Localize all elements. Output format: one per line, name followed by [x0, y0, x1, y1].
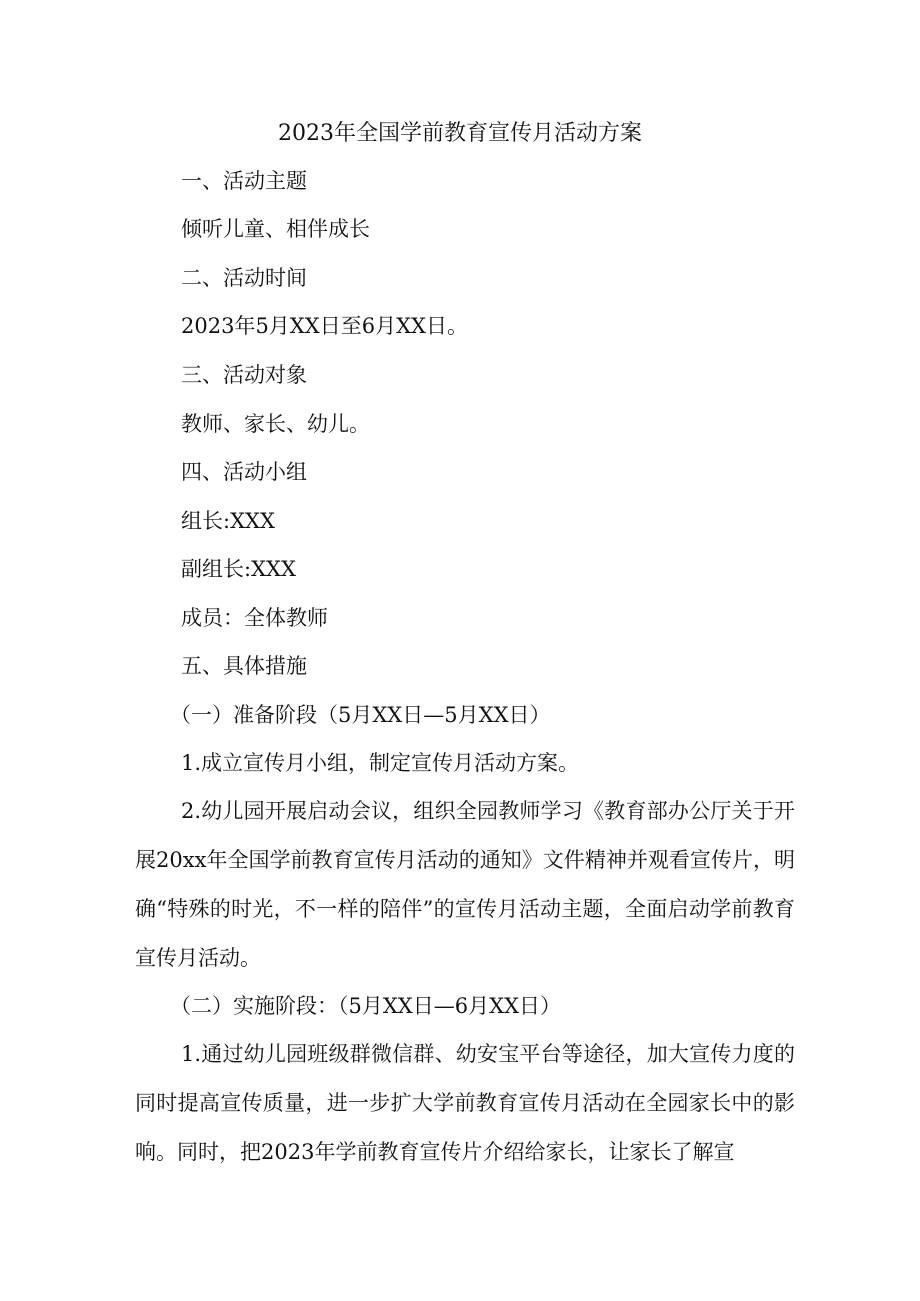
section-heading-audience: 三、活动对象 [181, 363, 307, 387]
group-members: 成员：全体教师 [181, 606, 328, 630]
theme-text: 倾听儿童、相伴成长 [181, 217, 370, 241]
section-heading-theme: 一、活动主题 [181, 169, 307, 193]
group-leader: 组长:XXX [181, 509, 275, 533]
section-heading-measures: 五、具体措施 [181, 654, 307, 678]
group-deputy-leader: 副组长:XXX [181, 557, 296, 581]
time-text: 2023年5月XX日至6月XX日。 [181, 314, 468, 338]
implement-item-1-paragraph: 1.通过幼儿园班级群微信群、幼安宝平台等途径，加大宣传力度的同时提高宣传质量，进一步扩大学前教育宣传月活动在全园家长中的影响。同时，把2023年学前教育宣传片介绍给家长，让家长了解宣 [135, 1042, 795, 1164]
prep-item-2-paragraph: 2.幼儿园开展启动会议，组织全园教师学习《教育部办公厅关于开展20xx年全国学前教育宣传月活动的通知》文件精神并观看宣传片，明确“特殊的时光，不一样的陪伴”的宣传月活动主题，全面启动学前教育宣传月活动。 [135, 799, 795, 970]
stage-implement-heading: （二）实施阶段：（5月XX日—6月XX日） [170, 994, 562, 1018]
section-heading-group: 四、活动小组 [181, 460, 307, 484]
document-title: 2023年全国学前教育宣传月活动方案 [278, 121, 642, 146]
audience-text: 教师、家长、幼儿。 [181, 412, 370, 436]
stage-prep-heading: （一）准备阶段（5月XX日—5月XX日） [170, 703, 551, 727]
prep-item-1: 1.成立宣传月小组，制定宣传月活动方案。 [181, 751, 580, 775]
section-heading-time: 二、活动时间 [181, 266, 307, 290]
